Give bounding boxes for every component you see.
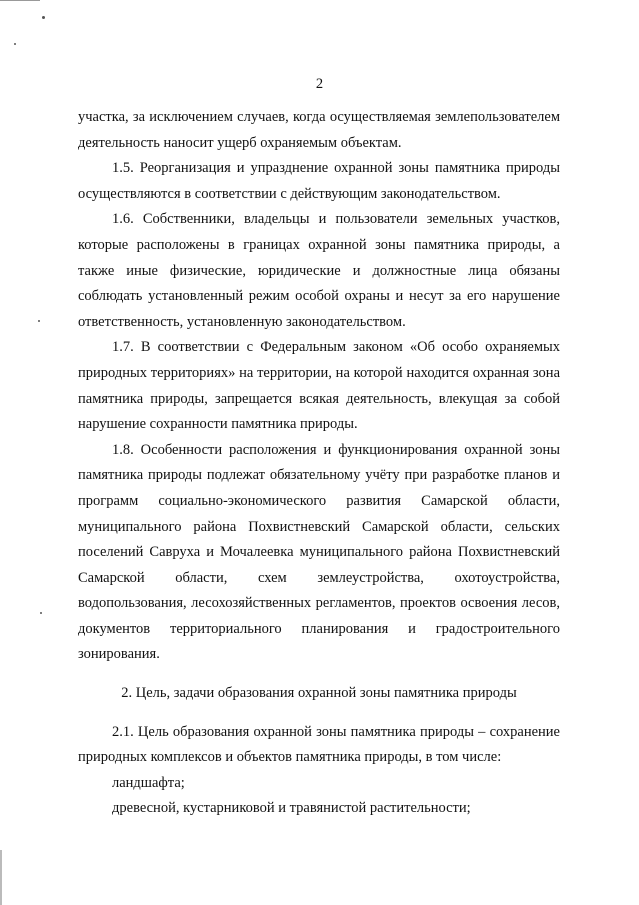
paragraph-2-1: 2.1. Цель образования охранной зоны памятника природы – сохранение природных комплексов и объектов памятника природы, в том числе: [78,723,560,766]
scan-speck [14,43,16,45]
scan-edge-mark [0,0,40,1]
section-2-heading: 2. Цель, задачи образования охранной зоны памятника природы [121,685,517,702]
list-item-landscape: ландшафта; [112,774,185,791]
paragraph-1-6: 1.6. Собственники, владельцы и пользователи земельных участков, которые расположены в границах охранной зоны памятника природы, а также иные физические, юридические и должностные лица обязаны соблюдать установленный режим особой охраны и несут за его нарушение ответственность, установленную законодательством. [78,211,560,330]
paragraph-1-8: 1.8. Особенности расположения и функционирования охранной зоны памятника природы подлежат обязательному учёту при разработке планов и программ социально-экономического развития Самарской области, муниципального района Похвистневский Самарской области, сельских поселений Савруха и Мочалеевка муниципального района Похвистневский Самарской области, схем землеустройства, охотоустройства, водопользования, лесохозяйственных регламентов, проектов освоения лесов, документов территориального планирования и градостроительного зонирования. [78,441,560,663]
scan-speck [40,612,42,614]
scan-speck [42,16,45,19]
page-number: 2 [315,76,324,92]
paragraph-1-5: 1.5. Реорганизация и упразднение охранной зоны памятника природы осуществляются в соответствии с действующим законодательством. [78,160,560,202]
scan-edge-line [0,850,2,905]
document-body [78,105,560,822]
paragraph-1-7: 1.7. В соответствии с Федеральным законом «Об особо охраняемых природных территориях» на территории, на которой находится охранная зона памятника природы, запрещается всякая деятельность, влекущая за собой нарушение сохранности памятника природы. [78,339,560,433]
paragraph-continuation: участка, за исключением случаев, когда осуществляемая землепользователем деятельность наносит ущерб охраняемым объектам. [78,109,560,151]
list-item-vegetation: древесной, кустарниковой и травянистой растительности; [112,800,471,817]
scan-speck [38,320,40,322]
